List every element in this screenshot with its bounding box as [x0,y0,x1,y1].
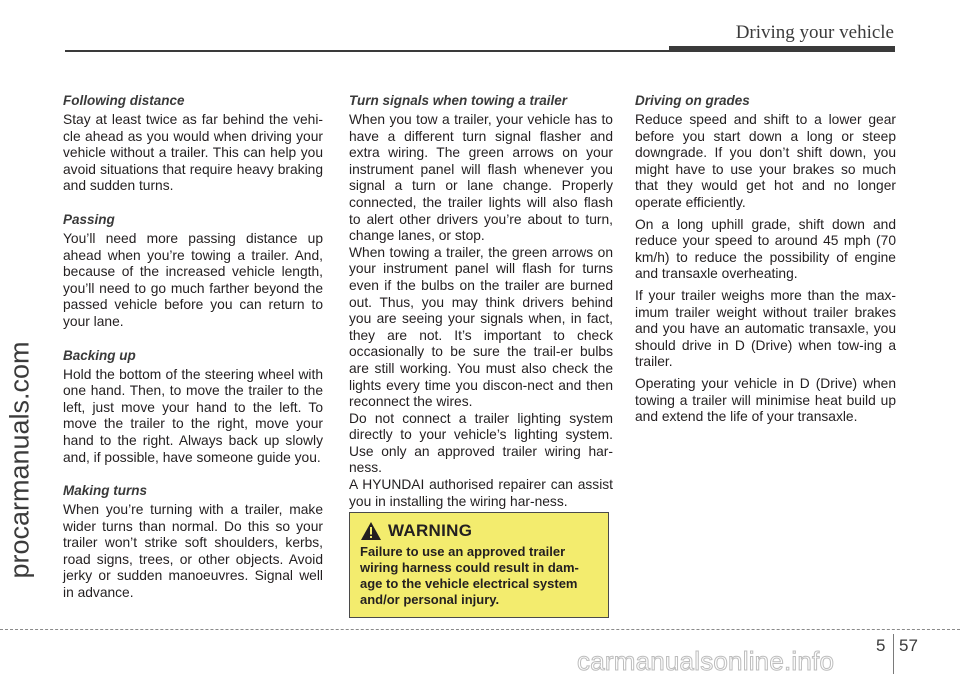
subheading-passing: Passing [63,211,115,227]
paragraph: When you’re turning with a trailer, make wider turns than normal. Do this so your trailer won’t strike soft shoulders, kerbs, road signs, trees, or other objects. Avoid jerky or sudden manoeuvres. Signal well in advance. [63,502,323,601]
paragraph: A HYUNDAI authorised repairer can assist you in installing the wiring har-ness. [349,477,613,509]
paragraph: Hold the bottom of the steering wheel with one hand. Then, to move the trailer to the left, just move your hand to the left. To move the trailer to the right, move your hand to the right. Always back up slowly and, if possible, have someone guide you. [63,366,323,465]
column-1 [63,93,323,607]
paragraph: If your trailer weighs more than the max-imum trailer weight without trailer brakes and you have an automatic transaxle, you should drive in D (Drive) when tow-ing a trailer. [635,287,896,370]
warning-title: WARNING [388,521,473,540]
subheading-driving-on-grades: Driving on grades [635,93,750,108]
chapter-number: 5 [876,636,886,655]
side-watermark [0,0,40,676]
side-watermark-text: procarmanuals.com [4,341,35,579]
warning-box [349,512,609,618]
section-title: Driving your vehicle [735,22,894,43]
paragraph: Operating your vehicle in D (Drive) when towing a trailer will minimise heat build up and extend the life of your transaxle. [635,375,896,425]
footer-watermark: carmanualsonline.info [577,646,835,676]
warning-header [360,521,600,541]
paragraph: On a long uphill grade, shift down and reduce your speed to around 45 mph (70 km/h) to reduce the possibility of engine and transaxle overheating. [635,216,896,282]
page-number-divider [893,634,894,674]
column-2 [349,93,613,510]
subheading-making-turns: Making turns [63,483,148,499]
column-3 [635,93,896,431]
warning-text: Failure to use an approved trailer wiring harness could result in dam-age to the vehicle electrical system and/or personal injury. [360,544,579,607]
footer-rule [0,629,960,630]
paragraph: When you tow a trailer, your vehicle has to have a different turn signal flasher and extra wiring. The green arrows on your instrument panel will flash whenever you signal a turn or lane change. Properly connected, the trailer lights will also flash to alert other drivers you’re about to turn, change lanes, or stop. [349,112,613,244]
subheading-following-distance: Following distance [63,93,185,108]
paragraph: Stay at least twice as far behind the vehi-cle ahead as you would when driving your vehicle without a trailer. This can help you avoid situations that require heavy braking and sudden turns. [63,112,323,194]
paragraph: When towing a trailer, the green arrows on your instrument panel will flash for turns even if the bulbs on the trailer are burned out. Thus, you may think drivers behind you are seeing your signals when, in fact, they are not. It’s important to check occasionally to be sure the trail-er bulbs are still working. You must also check the lights every time you discon-nect and then reconnect the wires. [349,244,613,410]
header-rule [65,50,669,52]
paragraph: Do not connect a trailer lighting system directly to your vehicle’s lighting system. Use only an approved trailer wiring har-ness. [349,410,613,476]
header-rule-accent [669,46,895,52]
paragraph: Reduce speed and shift to a lower gear before you start down a long or steep downgrade. If you don’t shift down, you might have to use your brakes so much that they would get hot and no longer operate efficiently. [635,112,896,210]
subheading-turn-signals: Turn signals when towing a trailer [349,93,568,108]
subheading-backing-up: Backing up [63,347,136,363]
paragraph: You’ll need more passing distance up ahead when you’re towing a trailer. And, because of the increased vehicle length, you’ll need to go much farther beyond the passed vehicle before you can return to your lane. [63,230,323,329]
warning-triangle-icon [360,521,382,541]
page-number: 57 [899,636,918,655]
